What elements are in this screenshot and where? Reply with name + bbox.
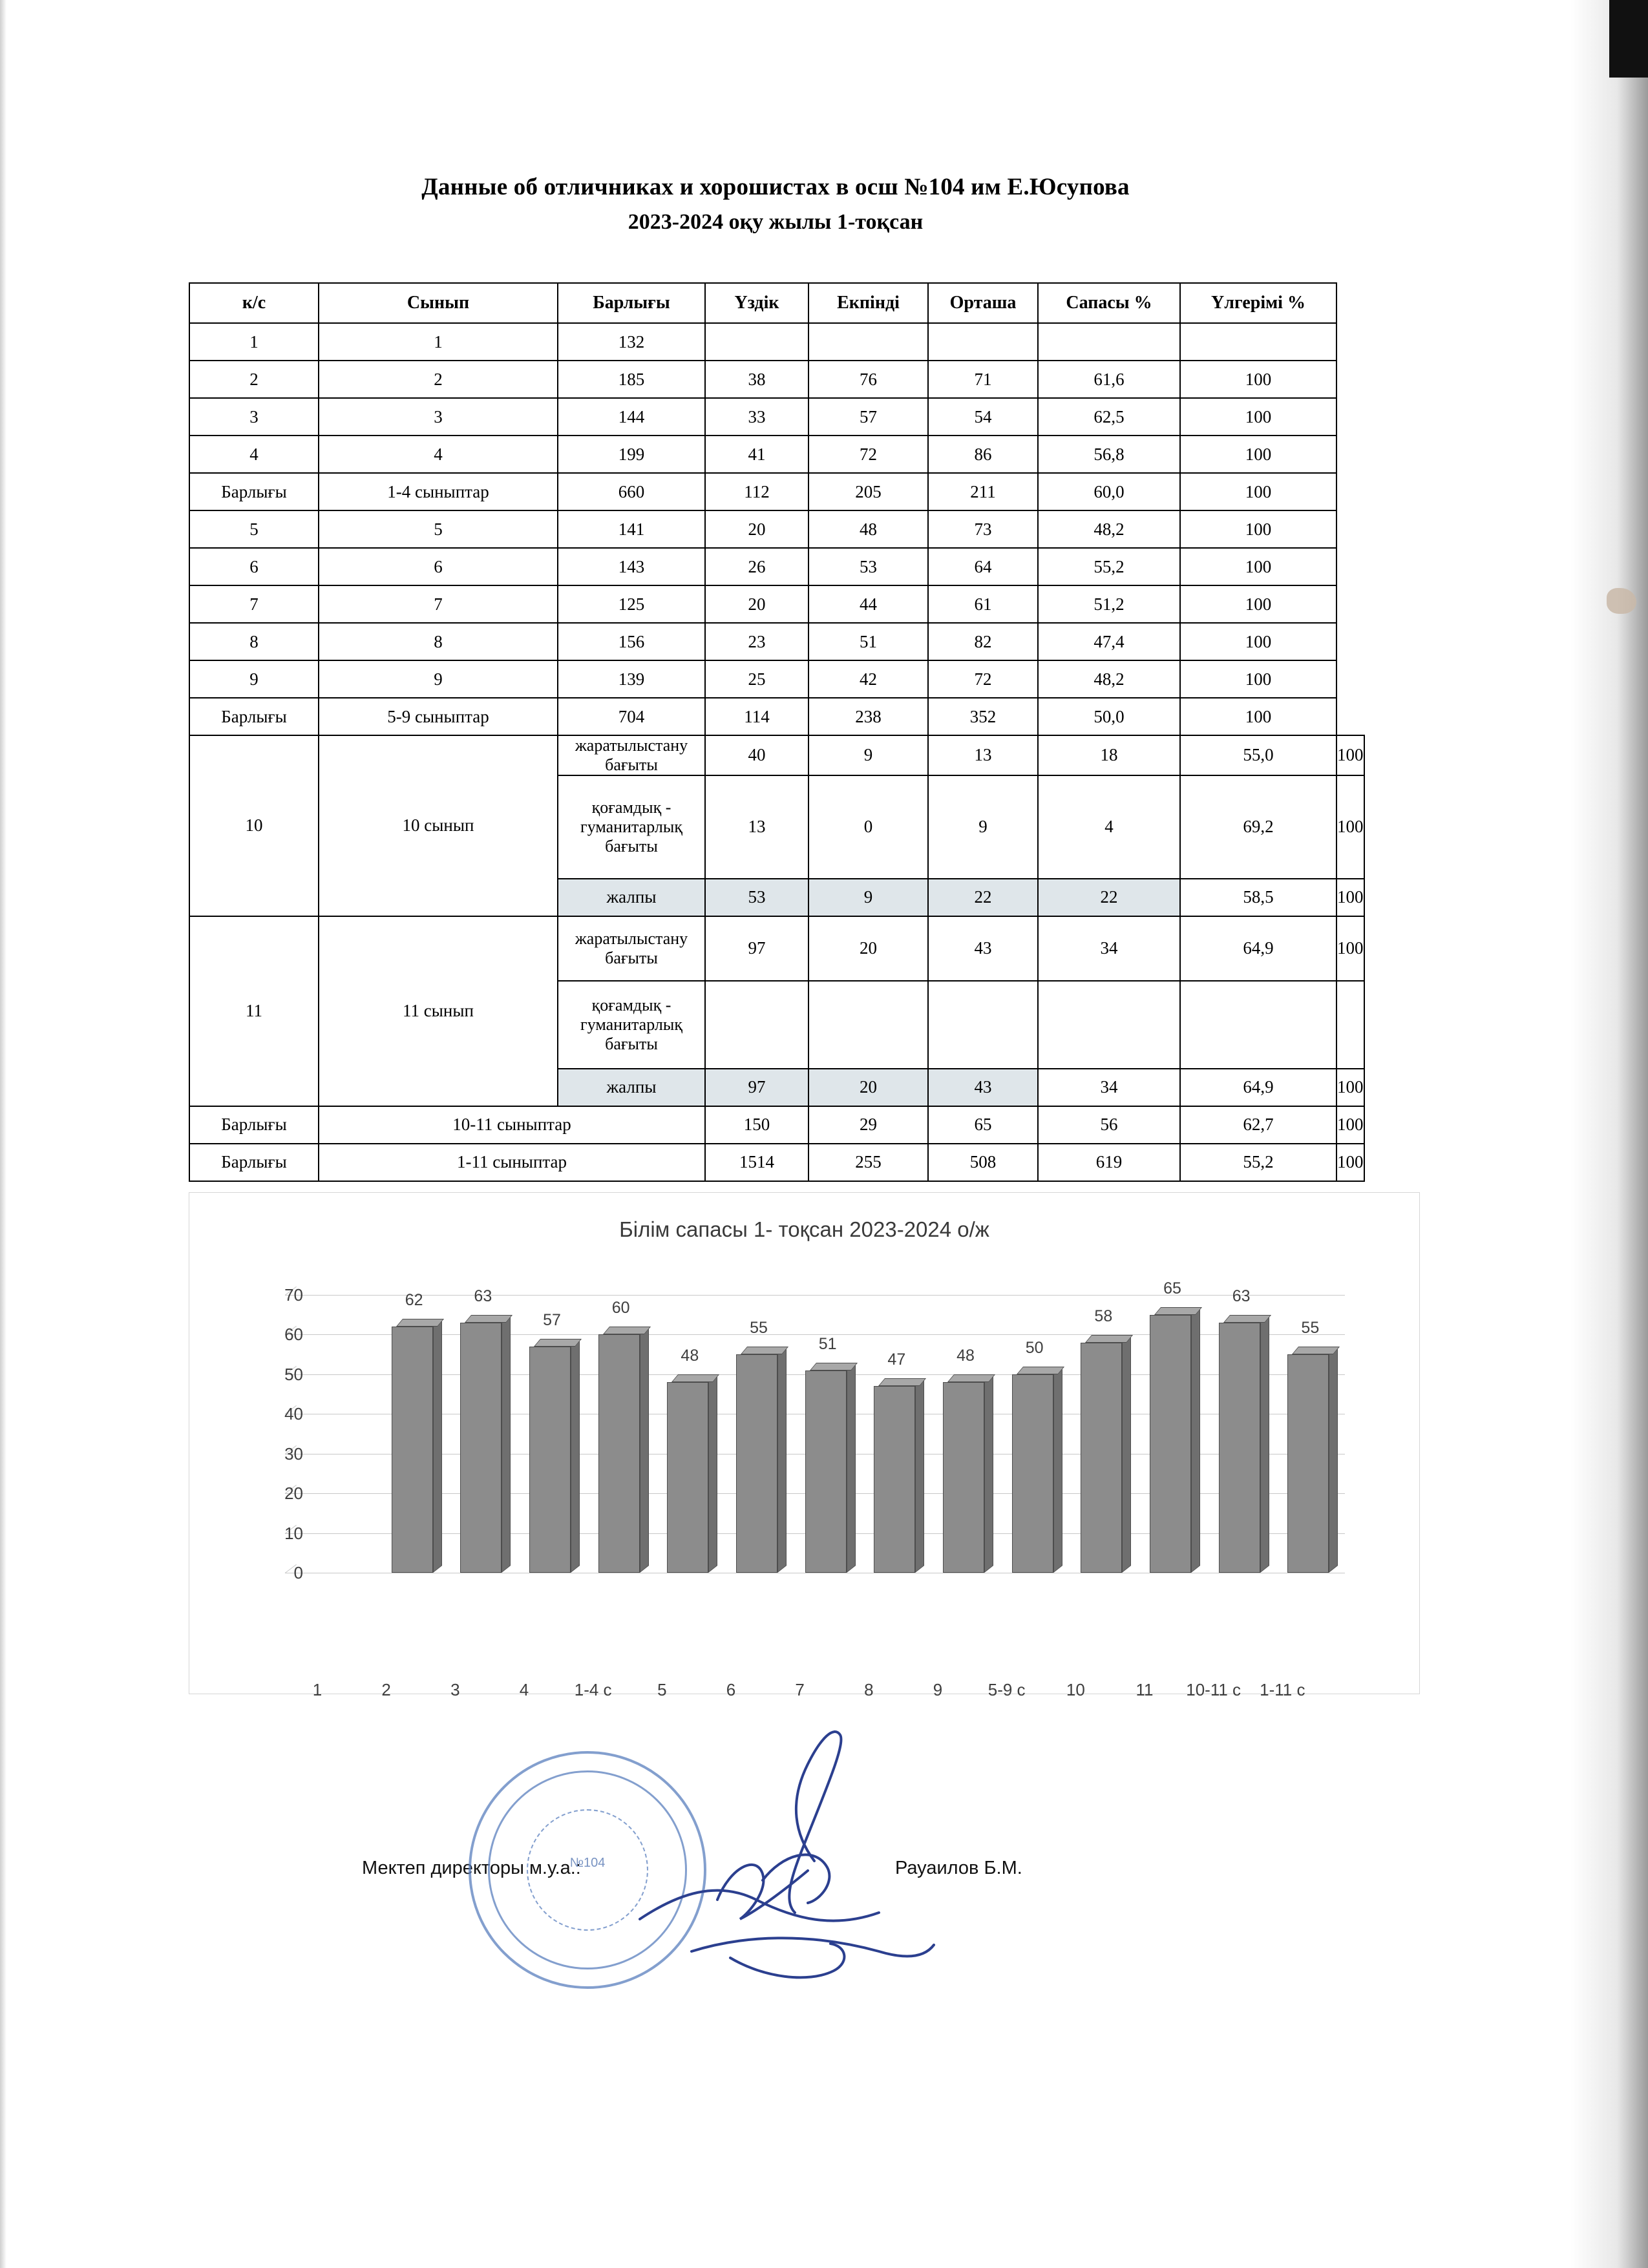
- cell-ortasha: 22: [1038, 879, 1180, 916]
- chart-bar-side: [1329, 1347, 1338, 1573]
- chart-y-tick: 20: [284, 1484, 303, 1504]
- header-uzdik: Үздік: [705, 283, 808, 323]
- cell-class: 3: [319, 398, 558, 436]
- cell-sapa: 69,2: [1180, 775, 1336, 879]
- cell-sapa: 48,2: [1038, 660, 1180, 698]
- cell-ortasha: 18: [1038, 735, 1180, 775]
- cell-uzdik: 20: [808, 1069, 928, 1106]
- chart-bar-front: [1150, 1315, 1191, 1573]
- table-row: [189, 436, 1364, 473]
- chart-x-tick: 5: [657, 1680, 667, 1699]
- cell-class: 5: [319, 510, 558, 548]
- chart-x-tick: 3: [450, 1680, 460, 1699]
- chart-bar-value: 60: [611, 1299, 630, 1318]
- cell-ks: Барлығы: [189, 473, 319, 510]
- cell-subclass: жаратылыстану бағыты: [558, 916, 705, 981]
- cell-total: [705, 981, 808, 1069]
- chart-bar-front: [1287, 1354, 1329, 1573]
- chart-bar: [943, 1347, 984, 1573]
- cell-class: 1-11 сыныптар: [319, 1144, 705, 1181]
- chart-bar-value: 48: [681, 1347, 699, 1365]
- cell-total: 660: [558, 473, 705, 510]
- chart-bar-front: [1081, 1343, 1122, 1573]
- cell-uzdik: 9: [808, 735, 928, 775]
- chart-bar-side: [847, 1363, 856, 1573]
- cell-uzdik: 41: [705, 436, 808, 473]
- chart-y-tick: 10: [284, 1523, 303, 1543]
- school-stamp: [469, 1751, 706, 1989]
- cell-total: 97: [705, 916, 808, 981]
- chart-bar-top: [671, 1374, 719, 1382]
- chart-bar-side: [640, 1327, 649, 1573]
- cell-total: 97: [705, 1069, 808, 1106]
- cell-ekpindi: 44: [808, 585, 928, 623]
- chart-bar-value: 57: [543, 1310, 561, 1329]
- cell-ulger: 100: [1336, 1069, 1364, 1106]
- chart-bar-value: 51: [818, 1334, 837, 1353]
- cell-uzdik: 33: [705, 398, 808, 436]
- table-row-grade10: [189, 735, 1364, 775]
- cell-sapa: 58,5: [1180, 879, 1336, 916]
- cell-class: 4: [319, 436, 558, 473]
- cell-sapa: 55,0: [1180, 735, 1336, 775]
- chart-x-tick: 7: [795, 1680, 805, 1699]
- chart-bar: [1219, 1287, 1260, 1573]
- chart-bar: [460, 1287, 502, 1573]
- cell-ks: Барлығы: [189, 1106, 319, 1144]
- cell-ekpindi: 53: [808, 548, 928, 585]
- cell-total: 13: [705, 775, 808, 879]
- cell-ks: 6: [189, 548, 319, 585]
- chart-bar-side: [1122, 1336, 1131, 1573]
- cell-ortasha: 211: [928, 473, 1038, 510]
- scan-edge-left: [0, 0, 6, 2268]
- cell-ulger: 100: [1180, 361, 1336, 398]
- cell-sapa: 60,0: [1038, 473, 1180, 510]
- chart-x-tick: 9: [933, 1680, 943, 1699]
- chart-bar-top: [1292, 1347, 1340, 1354]
- chart-bar: [1287, 1319, 1329, 1573]
- cell-ulger: [1180, 323, 1336, 361]
- cell-ulger: [1336, 981, 1364, 1069]
- cell-ks: 2: [189, 361, 319, 398]
- chart-bar-top: [741, 1347, 788, 1354]
- cell-ekpindi: 22: [928, 879, 1038, 916]
- table-row: [189, 398, 1364, 436]
- cell-ulger: 100: [1180, 585, 1336, 623]
- table-row: [189, 623, 1364, 660]
- scan-dark-corner: [1609, 0, 1648, 78]
- cell-class: 1: [319, 323, 558, 361]
- table-row: [189, 548, 1364, 585]
- cell-ks: 4: [189, 436, 319, 473]
- cell-class: 7: [319, 585, 558, 623]
- chart-x-tick: 10: [1066, 1680, 1085, 1699]
- cell-uzdik: 255: [808, 1144, 928, 1181]
- chart-bar-front: [805, 1370, 847, 1573]
- cell-class: 1-4 сыныптар: [319, 473, 558, 510]
- cell-ortasha: 56: [1038, 1106, 1180, 1144]
- table-header-row: [189, 283, 1364, 323]
- cell-ekpindi: [928, 981, 1038, 1069]
- table-row-grade11: [189, 916, 1364, 981]
- cell-total: 132: [558, 323, 705, 361]
- cell-ulger: 100: [1336, 1144, 1364, 1181]
- cell-total: 150: [705, 1106, 808, 1144]
- cell-total: 141: [558, 510, 705, 548]
- chart-bar-front: [943, 1382, 984, 1573]
- cell-ulger: 100: [1180, 698, 1336, 735]
- cell-uzdik: 20: [705, 510, 808, 548]
- cell-ulger: 100: [1336, 1106, 1364, 1144]
- chart-bar-side: [777, 1347, 787, 1573]
- cell-ulger: 100: [1336, 775, 1364, 879]
- cell-ortasha: 71: [928, 361, 1038, 398]
- cell-total: 125: [558, 585, 705, 623]
- stamp-text: №104: [569, 1856, 606, 1870]
- cell-total: 704: [558, 698, 705, 735]
- chart-bar-value: 65: [1163, 1279, 1181, 1297]
- cell-sapa: 55,2: [1038, 548, 1180, 585]
- cell-ekpindi: 57: [808, 398, 928, 436]
- cell-total: 185: [558, 361, 705, 398]
- cell-uzdik: 9: [808, 879, 928, 916]
- cell-ks: 9: [189, 660, 319, 698]
- statistics-table: [189, 282, 1365, 1182]
- director-role-label: Мектеп директоры м.у.а.:: [362, 1858, 581, 1878]
- chart-bar-front: [874, 1386, 915, 1573]
- chart-bar: [736, 1319, 777, 1573]
- quality-bar-chart: [189, 1192, 1420, 1699]
- cell-ulger: 100: [1180, 548, 1336, 585]
- chart-bar-top: [1017, 1367, 1064, 1374]
- chart-bar-side: [433, 1319, 442, 1573]
- header-ks: к/с: [189, 283, 319, 323]
- chart-y-tick: 0: [293, 1563, 303, 1582]
- cell-total: 53: [705, 879, 808, 916]
- chart-y-tick: 40: [284, 1404, 303, 1424]
- chart-bar-value: 50: [1025, 1338, 1044, 1357]
- chart-plot-area: [284, 1269, 1371, 1699]
- cell-uzdik: 25: [705, 660, 808, 698]
- table-row-summary: [189, 698, 1364, 735]
- chart-bar-front: [460, 1323, 502, 1573]
- cell-uzdik: 20: [808, 916, 928, 981]
- chart-bar-top: [396, 1319, 444, 1327]
- cell-uzdik: 38: [705, 361, 808, 398]
- chart-bar-top: [947, 1374, 995, 1382]
- cell-ekpindi: 48: [808, 510, 928, 548]
- cell-total: 1514: [705, 1144, 808, 1181]
- chart-bar: [1081, 1307, 1122, 1573]
- chart-y-tick: 30: [284, 1444, 303, 1464]
- cell-sapa: 55,2: [1180, 1144, 1336, 1181]
- cell-ks: 10: [189, 735, 319, 916]
- chart-bar-top: [810, 1363, 858, 1370]
- cell-ulger: 100: [1180, 473, 1336, 510]
- cell-ortasha: 54: [928, 398, 1038, 436]
- chart-x-tick: 1-4 с: [574, 1680, 612, 1699]
- chart-bar-value: 62: [405, 1291, 423, 1310]
- chart-bar-top: [878, 1378, 926, 1386]
- cell-sapa: [1038, 323, 1180, 361]
- document-title: [0, 173, 1551, 235]
- cell-total: 156: [558, 623, 705, 660]
- cell-ortasha: 86: [928, 436, 1038, 473]
- cell-ekpindi: 76: [808, 361, 928, 398]
- cell-ekpindi: 72: [808, 436, 928, 473]
- chart-x-tick: 10-11 с: [1186, 1680, 1241, 1699]
- cell-subclass: қоғамдық - гуманитарлық бағыты: [558, 981, 705, 1069]
- chart-bar-side: [1260, 1316, 1269, 1573]
- cell-sapa: 64,9: [1180, 916, 1336, 981]
- cell-sapa: 56,8: [1038, 436, 1180, 473]
- cell-sapa: [1180, 981, 1336, 1069]
- chart-x-tick: 1-11 с: [1260, 1680, 1305, 1699]
- cell-ekpindi: 9: [928, 775, 1038, 879]
- chart-y-tick: 60: [284, 1325, 303, 1345]
- chart-x-tick: 5-9 с: [988, 1680, 1026, 1699]
- cell-total: 40: [705, 735, 808, 775]
- cell-sapa: 62,7: [1180, 1106, 1336, 1144]
- table-row: [189, 510, 1364, 548]
- cell-class: 9: [319, 660, 558, 698]
- director-name-label: Рауаилов Б.М.: [895, 1858, 1022, 1878]
- chart-bar-top: [465, 1315, 512, 1323]
- cell-uzdik: 112: [705, 473, 808, 510]
- chart-bar-top: [534, 1339, 582, 1347]
- cell-sapa: 64,9: [1180, 1069, 1336, 1106]
- chart-bar-front: [392, 1327, 433, 1573]
- chart-y-tick: 70: [284, 1285, 303, 1305]
- cell-ks: 8: [189, 623, 319, 660]
- chart-bar-side: [708, 1375, 717, 1573]
- cell-sapa: 48,2: [1038, 510, 1180, 548]
- cell-ks: Барлығы: [189, 1144, 319, 1181]
- cell-total: 199: [558, 436, 705, 473]
- chart-x-tick: 4: [519, 1680, 529, 1699]
- table-row: [189, 585, 1364, 623]
- chart-bar: [1150, 1279, 1191, 1573]
- cell-ks: 5: [189, 510, 319, 548]
- cell-total: 139: [558, 660, 705, 698]
- cell-class: 6: [319, 548, 558, 585]
- cell-ekpindi: 508: [928, 1144, 1038, 1181]
- cell-ulger: 100: [1336, 879, 1364, 916]
- chart-bar: [874, 1350, 915, 1573]
- header-ekpindi: Екпінді: [808, 283, 928, 323]
- cell-sapa: 61,6: [1038, 361, 1180, 398]
- cell-ks: Барлығы: [189, 698, 319, 735]
- table-row: [189, 361, 1364, 398]
- cell-sapa: 50,0: [1038, 698, 1180, 735]
- chart-title: Білім сапасы 1- тоқсан 2023-2024 о/ж: [619, 1217, 989, 1241]
- chart-bar: [392, 1291, 433, 1573]
- cell-ulger: 100: [1180, 436, 1336, 473]
- title-line-2: 2023-2024 оқу жылы 1-тоқсан: [628, 210, 924, 234]
- cell-subclass: қоғамдық - гуманитарлық бағыты: [558, 775, 705, 879]
- cell-ortasha: 61: [928, 585, 1038, 623]
- chart-bar-value: 63: [474, 1287, 492, 1305]
- cell-total: 143: [558, 548, 705, 585]
- chart-bar-side: [502, 1316, 511, 1573]
- cell-ekpindi: 13: [928, 735, 1038, 775]
- cell-uzdik: 29: [808, 1106, 928, 1144]
- chart-y-tick: 50: [284, 1364, 303, 1384]
- cell-uzdik: 20: [705, 585, 808, 623]
- cell-class: 10 сынып: [319, 735, 558, 916]
- cell-subclass: жалпы: [558, 1069, 705, 1106]
- cell-class: 2: [319, 361, 558, 398]
- cell-ks: 3: [189, 398, 319, 436]
- chart-bar: [667, 1347, 708, 1573]
- scan-edge-right: [1570, 0, 1648, 2268]
- cell-ortasha: 352: [928, 698, 1038, 735]
- chart-x-tick: 2: [381, 1680, 391, 1699]
- chart-bar-value: 55: [1301, 1319, 1320, 1338]
- cell-ortasha: 34: [1038, 916, 1180, 981]
- cell-ks: 1: [189, 323, 319, 361]
- cell-uzdik: [705, 323, 808, 361]
- cell-ekpindi: 43: [928, 916, 1038, 981]
- table-row-summary: [189, 1106, 1364, 1144]
- chart-bar-value: 58: [1094, 1307, 1113, 1325]
- cell-ortasha: 34: [1038, 1069, 1180, 1106]
- cell-ulger: 100: [1180, 398, 1336, 436]
- cell-ulger: 100: [1180, 510, 1336, 548]
- cell-total: 144: [558, 398, 705, 436]
- cell-ortasha: 73: [928, 510, 1038, 548]
- cell-ortasha: [928, 323, 1038, 361]
- chart-bar-front: [1219, 1323, 1260, 1573]
- chart-bar: [805, 1334, 847, 1573]
- chart-x-tick: 8: [864, 1680, 874, 1699]
- chart-bar-value: 55: [750, 1319, 768, 1338]
- chart-bar-side: [984, 1375, 993, 1573]
- chart-bar-side: [1191, 1308, 1200, 1573]
- cell-ortasha: 619: [1038, 1144, 1180, 1181]
- cell-ortasha: [1038, 981, 1180, 1069]
- header-total: Барлығы: [558, 283, 705, 323]
- cell-ekpindi: 238: [808, 698, 928, 735]
- cell-ulger: 100: [1180, 660, 1336, 698]
- chart-bar-front: [598, 1334, 640, 1573]
- chart-bar-top: [1223, 1315, 1271, 1323]
- chart-bar-side: [571, 1339, 580, 1573]
- cell-uzdik: [808, 981, 928, 1069]
- chart-x-tick: 1: [312, 1680, 322, 1699]
- cell-ekpindi: [808, 323, 928, 361]
- header-ulger: Үлгерімі %: [1180, 283, 1336, 323]
- cell-ortasha: 64: [928, 548, 1038, 585]
- cell-ulger: 100: [1180, 623, 1336, 660]
- chart-bar-top: [603, 1327, 651, 1334]
- cell-sapa: 47,4: [1038, 623, 1180, 660]
- chart-bar-front: [736, 1354, 777, 1573]
- chart-bar-top: [1085, 1335, 1133, 1343]
- header-class: Сынып: [319, 283, 558, 323]
- chart-bar: [598, 1299, 640, 1573]
- scan-blotch: [1607, 588, 1636, 614]
- cell-ulger: 100: [1336, 916, 1364, 981]
- table-row: [189, 323, 1364, 361]
- cell-ks: 11: [189, 916, 319, 1106]
- cell-ortasha: 4: [1038, 775, 1180, 879]
- chart-bar-front: [529, 1347, 571, 1573]
- cell-uzdik: 26: [705, 548, 808, 585]
- table-row: [189, 660, 1364, 698]
- chart-bar: [529, 1310, 571, 1573]
- cell-subclass: жаратылыстану бағыты: [558, 735, 705, 775]
- cell-ekpindi: 205: [808, 473, 928, 510]
- header-sapa: Сапасы %: [1038, 283, 1180, 323]
- cell-ekpindi: 42: [808, 660, 928, 698]
- cell-class: 5-9 сыныптар: [319, 698, 558, 735]
- chart-bar-value: 47: [887, 1350, 906, 1369]
- chart-x-tick: 11: [1136, 1680, 1154, 1699]
- chart-bar: [1012, 1338, 1053, 1573]
- chart-bar-value: 63: [1232, 1287, 1251, 1305]
- chart-bar-side: [1053, 1367, 1062, 1573]
- cell-uzdik: 23: [705, 623, 808, 660]
- chart-x-tick: 6: [726, 1680, 736, 1699]
- cell-uzdik: 0: [808, 775, 928, 879]
- cell-class: 11 сынып: [319, 916, 558, 1106]
- cell-ekpindi: 51: [808, 623, 928, 660]
- chart-bar-value: 48: [956, 1347, 975, 1365]
- chart-bar-front: [667, 1382, 708, 1573]
- cell-ks: 7: [189, 585, 319, 623]
- header-ortasha: Орташа: [928, 283, 1038, 323]
- cell-class: 10-11 сыныптар: [319, 1106, 705, 1144]
- cell-sapa: 62,5: [1038, 398, 1180, 436]
- chart-bar-side: [915, 1379, 924, 1573]
- cell-uzdik: 114: [705, 698, 808, 735]
- cell-ekpindi: 43: [928, 1069, 1038, 1106]
- chart-bar-top: [1154, 1307, 1202, 1315]
- cell-ortasha: 72: [928, 660, 1038, 698]
- title-line-1: Данные об отличниках и хорошистах в осш №104 им Е.Юсупова: [421, 174, 1130, 200]
- chart-bar-front: [1012, 1374, 1053, 1573]
- cell-ortasha: 82: [928, 623, 1038, 660]
- cell-subclass: жалпы: [558, 879, 705, 916]
- cell-ekpindi: 65: [928, 1106, 1038, 1144]
- table-row-summary: [189, 1144, 1364, 1181]
- cell-sapa: 51,2: [1038, 585, 1180, 623]
- table-row-summary: [189, 473, 1364, 510]
- cell-ulger: 100: [1336, 735, 1364, 775]
- cell-class: 8: [319, 623, 558, 660]
